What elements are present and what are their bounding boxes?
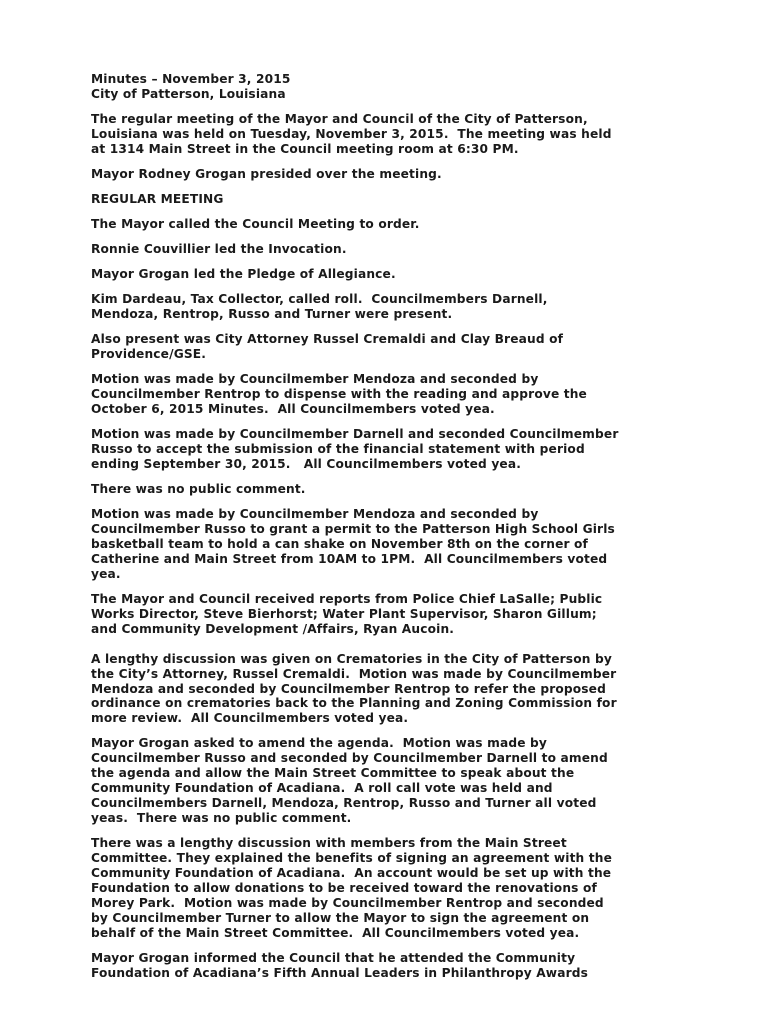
paragraph-line: Community Foundation of Acadiana. An account would be set up with the: [91, 865, 612, 880]
paragraph-line: REGULAR MEETING: [91, 192, 224, 206]
paragraph-line: Mayor Grogan asked to amend the agenda. Motion was made by: [91, 736, 547, 751]
minutes-paragraph: [91, 332, 691, 362]
paragraph-line: Kim Dardeau, Tax Collector, called roll. Councilmembers Darnell,: [91, 292, 548, 307]
minutes-paragraph: [91, 736, 691, 825]
paragraph-line: There was a lengthy discussion with members from the Main Street: [91, 836, 567, 851]
paragraph-line: Mendoza, Rentrop, Russo and Turner were present.: [91, 307, 453, 322]
document-city: City of Patterson, Louisiana: [91, 86, 286, 101]
minutes-paragraph: [91, 167, 691, 182]
paragraph-line: the City’s Attorney, Russel Cremaldi. Motion was made by Councilmember: [91, 666, 617, 681]
paragraph-line: Foundation to allow donations to be received toward the renovations of: [91, 880, 597, 895]
minutes-paragraph: [91, 652, 691, 727]
minutes-paragraph: [91, 592, 691, 637]
minutes-paragraph: [91, 482, 691, 497]
paragraph-line: Mendoza and seconded by Councilmember Rentrop to refer the proposed: [91, 681, 606, 696]
paragraph-line: ordinance on crematories back to the Planning and Zoning Commission for: [91, 696, 617, 711]
paragraph-line: the agenda and allow the Main Street Committee to speak about the: [91, 766, 575, 781]
paragraph-line: Mayor Grogan led the Pledge of Allegiance.: [91, 267, 396, 282]
paragraph-line: Louisiana was held on Tuesday, November 3, 2015. The meeting was held: [91, 126, 612, 141]
paragraph-line: Mayor Grogan informed the Council that he attended the Community: [91, 950, 576, 965]
paragraph-line: Russo to accept the submission of the financial statement with period: [91, 442, 585, 457]
paragraph-line: Ronnie Couvillier led the Invocation.: [91, 242, 347, 257]
paragraph-line: yea.: [91, 566, 121, 581]
minutes-paragraph: [91, 372, 691, 417]
section-heading: [91, 192, 691, 207]
paragraph-line: A lengthy discussion was given on Crematories in the City of Patterson by: [91, 651, 612, 666]
paragraph-line: basketball team to hold a can shake on November 8th on the corner of: [91, 537, 589, 552]
paragraph-line: Morey Park. Motion was made by Councilmember Rentrop and seconded: [91, 895, 604, 910]
paragraph-line: at 1314 Main Street in the Council meeting room at 6:30 PM.: [91, 141, 519, 156]
paragraph-line: Councilmember Rentrop to dispense with the reading and approve the: [91, 387, 587, 402]
paragraph-line: Foundation of Acadiana’s Fifth Annual Leaders in Philanthropy Awards: [91, 965, 589, 980]
paragraph-line: behalf of the Main Street Committee. All Councilmembers voted yea.: [91, 925, 580, 940]
document-title: Minutes – November 3, 2015: [91, 72, 291, 86]
paragraph-line: Catherine and Main Street from 10AM to 1PM. All Councilmembers voted: [91, 552, 608, 566]
paragraph-line: Motion was made by Councilmember Darnell and seconded Councilmember: [91, 427, 619, 442]
paragraph-line: Councilmembers Darnell, Mendoza, Rentrop, Russo and Turner all voted: [91, 796, 597, 811]
paragraph-line: Committee. They explained the benefits of signing an agreement with the: [91, 850, 612, 865]
paragraph-line: by Councilmember Turner to allow the Mayor to sign the agreement on: [91, 910, 590, 925]
minutes-document: [91, 72, 691, 991]
paragraph-line: Councilmember Russo to grant a permit to the Patterson High School Girls: [91, 522, 615, 537]
paragraph-line: Community Foundation of Acadiana. A roll call vote was held and: [91, 781, 553, 796]
minutes-paragraph: [91, 267, 691, 282]
minutes-paragraph: [91, 217, 691, 232]
paragraph-line: Motion was made by Councilmember Mendoza and seconded by: [91, 372, 539, 387]
paragraph-line: There was no public comment.: [91, 482, 306, 497]
paragraph-line: more review. All Councilmembers voted yea.: [91, 711, 409, 726]
paragraph-line: The regular meeting of the Mayor and Council of the City of Patterson,: [91, 112, 588, 126]
minutes-paragraph: [91, 427, 691, 472]
minutes-body: [91, 112, 691, 980]
minutes-paragraph: [91, 292, 691, 322]
paragraph-line: ending September 30, 2015. All Councilmembers voted yea.: [91, 457, 521, 472]
minutes-paragraph: [91, 951, 691, 981]
paragraph-line: Also present was City Attorney Russel Cremaldi and Clay Breaud of: [91, 332, 564, 347]
paragraph-line: yeas. There was no public comment.: [91, 810, 352, 825]
paragraph-line: and Community Development /Affairs, Ryan Aucoin.: [91, 621, 455, 636]
paragraph-line: Providence/GSE.: [91, 347, 207, 362]
minutes-paragraph: [91, 242, 691, 257]
minutes-paragraph: [91, 507, 691, 582]
paragraph-line: Works Director, Steve Bierhorst; Water Plant Supervisor, Sharon Gillum;: [91, 606, 597, 621]
paragraph-line: Motion was made by Councilmember Mendoza and seconded by: [91, 507, 539, 522]
paragraph-line: October 6, 2015 Minutes. All Councilmembers voted yea.: [91, 402, 495, 417]
paragraph-line: Councilmember Russo and seconded by Councilmember Darnell to amend: [91, 751, 608, 766]
minutes-paragraph: [91, 836, 691, 940]
paragraph-line: The Mayor and Council received reports from Police Chief LaSalle; Public: [91, 592, 603, 606]
paragraph-line: Mayor Rodney Grogan presided over the meeting.: [91, 166, 442, 181]
paragraph-line: The Mayor called the Council Meeting to order.: [91, 217, 420, 232]
minutes-paragraph: [91, 112, 691, 157]
document-header: [91, 72, 691, 102]
